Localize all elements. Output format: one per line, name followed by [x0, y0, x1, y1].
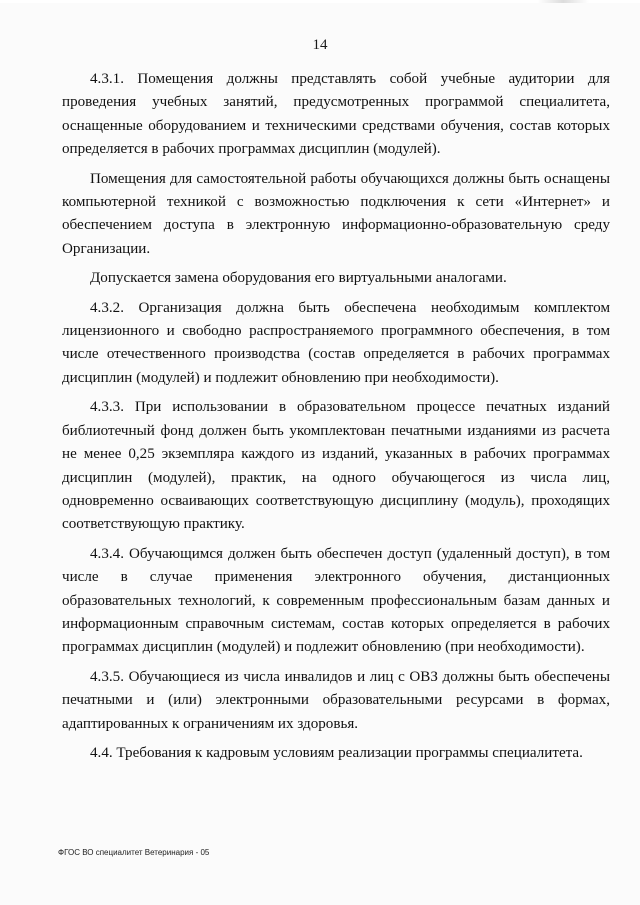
paragraph-4-3-2: 4.3.2. Организация должна быть обеспечена необходимым комплектом лицензионного и свободно распространяемого программного обеспечения, в том числе отечественного производства (состав определяется в рабочих программах дисциплин (модулей) и подлежит обновлению при необходимости).: [62, 299, 610, 386]
paragraph-4-3-3: 4.3.3. При использовании в образовательном процессе печатных изданий библиотечный фонд должен быть укомплектован печатными изданиями из расчета не менее 0,25 экземпляра каждого из изданий, указанных в рабочих программах дисциплин (модулей), практик, на одного обучающегося из числа лиц, одновременно осваивающих соответствующую дисциплину (модуль), проходящих соответствующую практику.: [62, 399, 610, 533]
paragraph-virtual-analogs: Допускается замена оборудования его виртуальными аналогами.: [90, 270, 507, 287]
paragraph-4-4: 4.4. Требования к кадровым условиям реализации программы специалитета.: [90, 744, 583, 761]
page-number: 14: [312, 37, 328, 53]
paragraph-4-3-4: 4.3.4. Обучающимся должен быть обеспечен доступ (удаленный доступ), в том числе в случае применения электронного обучения, дистанционных образовательных технологий, к современным профессиональным базам данных и информационным справочным системам, состав которых определяется в рабочих программах дисциплин (модулей) и подлежит обновлению (при необходимости).: [62, 545, 610, 656]
paragraph-self-study-rooms: Помещения для самостоятельной работы обучающихся должны быть оснащены компьютерной техникой с возможностью подключения к сети «Интернет» и обеспечением доступа в электронную информационно-образовательную среду Организации.: [62, 170, 610, 257]
page-footer: ФГОС ВО специалитет Ветеринария - 05: [58, 848, 210, 857]
paragraph-4-3-1: 4.3.1. Помещения должны представлять собой учебные аудитории для проведения учебных занятий, предусмотренных программой специалитета, оснащенные оборудованием и техническими средствами обучения, состав которых определяется в рабочих программах дисциплин (модулей).: [62, 71, 610, 158]
document-body: [62, 68, 610, 771]
scan-edge: [0, 0, 640, 3]
paragraph-4-3-5: 4.3.5. Обучающиеся из числа инвалидов и лиц с ОВЗ должны быть обеспечены печатными и (или) электронными образовательными ресурсами в формах, адаптированных к ограничениям их здоровья.: [62, 668, 610, 732]
